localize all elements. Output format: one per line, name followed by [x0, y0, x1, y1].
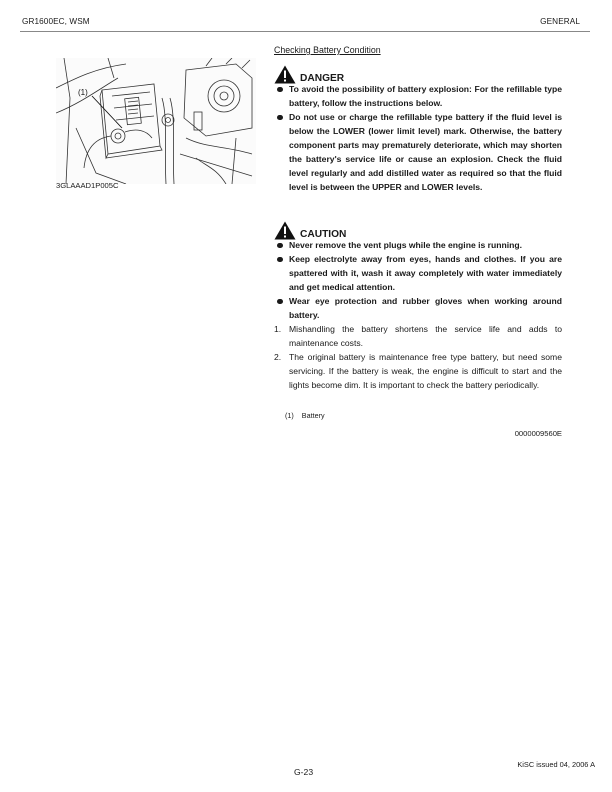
legend-label: Battery: [301, 411, 325, 420]
caution-heading: [274, 220, 346, 240]
caution-list: [274, 238, 562, 392]
step-text: The original battery is maintenance free type battery, but need some servicing. If the battery is weak, the engine is difficult to start and the lights become dim. It is important to check the battery periodically.: [289, 352, 562, 390]
page-number: G-23: [294, 767, 314, 777]
header-rule: [20, 31, 590, 32]
danger-label: DANGER: [300, 73, 345, 84]
figure-callout: (1): [78, 88, 88, 97]
danger-list: [274, 82, 562, 194]
caution-label: CAUTION: [300, 229, 347, 240]
caution-item: Never remove the vent plugs while the engine is running.: [274, 238, 562, 252]
danger-heading: [274, 64, 344, 84]
figure-caption: 3GLAAAD1P005C: [56, 181, 119, 190]
caution-item: Keep electrolyte away from eyes, hands and clothes. If you are spattered with it, wash it away completely with water immediately and get medical attention.: [274, 252, 562, 294]
figure-legend: [285, 411, 325, 420]
legend-number: (1): [285, 411, 294, 420]
caution-item: Wear eye protection and rubber gloves when working around battery.: [274, 294, 562, 322]
danger-item: To avoid the possibility of battery explosion: For the refillable type battery, follow the instructions below.: [274, 82, 562, 110]
issue-note: KiSC issued 04, 2006 A: [517, 760, 595, 769]
header-section: GENERAL: [540, 17, 580, 26]
step-number: 2.: [274, 352, 282, 362]
step-item: [274, 322, 562, 350]
step-text: Mishandling the battery shortens the service life and adds to maintenance costs.: [289, 324, 562, 348]
header-model: GR1600EC, WSM: [22, 17, 90, 26]
document-id: 0000009560E: [514, 429, 562, 438]
step-item: [274, 350, 562, 392]
section-title: Checking Battery Condition: [274, 45, 381, 55]
step-number: 1.: [274, 324, 282, 334]
danger-item: Do not use or charge the refillable type battery if the fluid level is below the LOWER (lower limit level) mark. Otherwise, the battery component parts may prematurely deteriorate, which may shorten the battery's service life or cause an explosion. Check the fluid level regularly and add distilled water as required so that the fluid level is between the UPPER and LOWER levels.: [274, 110, 562, 194]
battery-photo: [56, 58, 256, 184]
